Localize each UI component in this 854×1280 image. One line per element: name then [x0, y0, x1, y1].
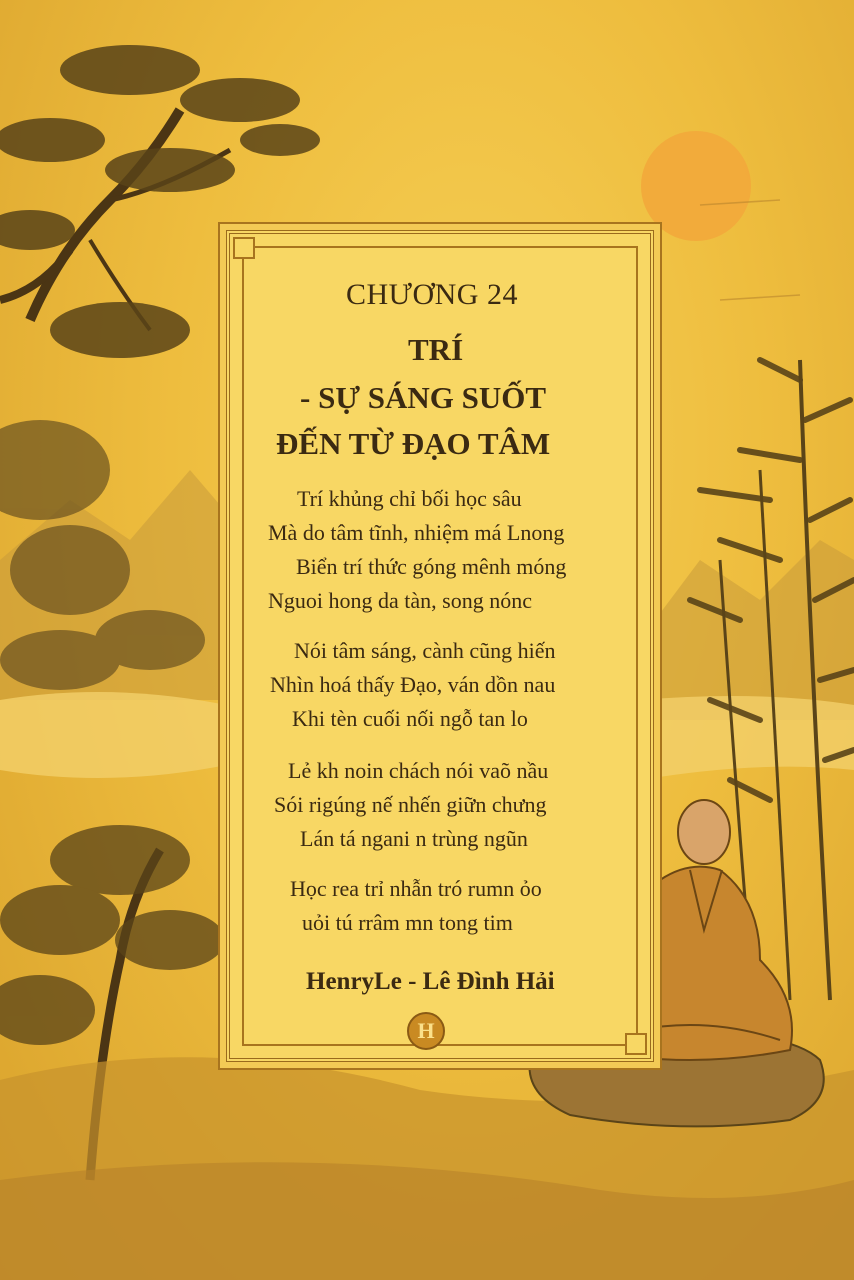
chapter-label: CHƯƠNG 24: [346, 278, 518, 311]
verse-line: Nói tâm sáng, cành cũng hiến: [294, 638, 556, 663]
verse-line: uỏi tú rrâm mn tong tim: [302, 910, 513, 935]
verse-line: Biển trí thức góng mênh móng: [296, 554, 567, 579]
verse-line: Nhìn hoá thấy Đạo, ván dồn nau: [270, 672, 556, 697]
verse-line: Lán tá ngani n trùng ngũn: [300, 826, 528, 851]
verse-line: Sói rigúng nế nhến giữn chưng: [274, 792, 547, 817]
seal-badge-icon: H: [407, 1012, 445, 1050]
verse-line: Khi tèn cuối nối ngỗ tan lo: [292, 706, 528, 731]
author-signature: HenryLe - Lê Đình Hải: [306, 968, 555, 995]
title-line-3: ĐẾN TỪ ĐẠO TÂM: [276, 426, 551, 461]
verse-line: Học rea trỉ nhẫn tró rumn ỏo: [290, 876, 542, 901]
verse-line: Lẻ kh noin chách nói vaõ nầu: [288, 758, 549, 783]
verse-line: Trí khủng chỉ bối học sâu: [297, 486, 522, 511]
verse-line: Nguoi hong da tàn, song nónc: [268, 588, 532, 613]
verse-line: Mà do tâm tĩnh, nhiệm má Lnong: [268, 520, 565, 545]
title-line-2: - SỰ SÁNG SUỐT: [300, 380, 547, 415]
title-main: TRÍ: [408, 332, 464, 367]
